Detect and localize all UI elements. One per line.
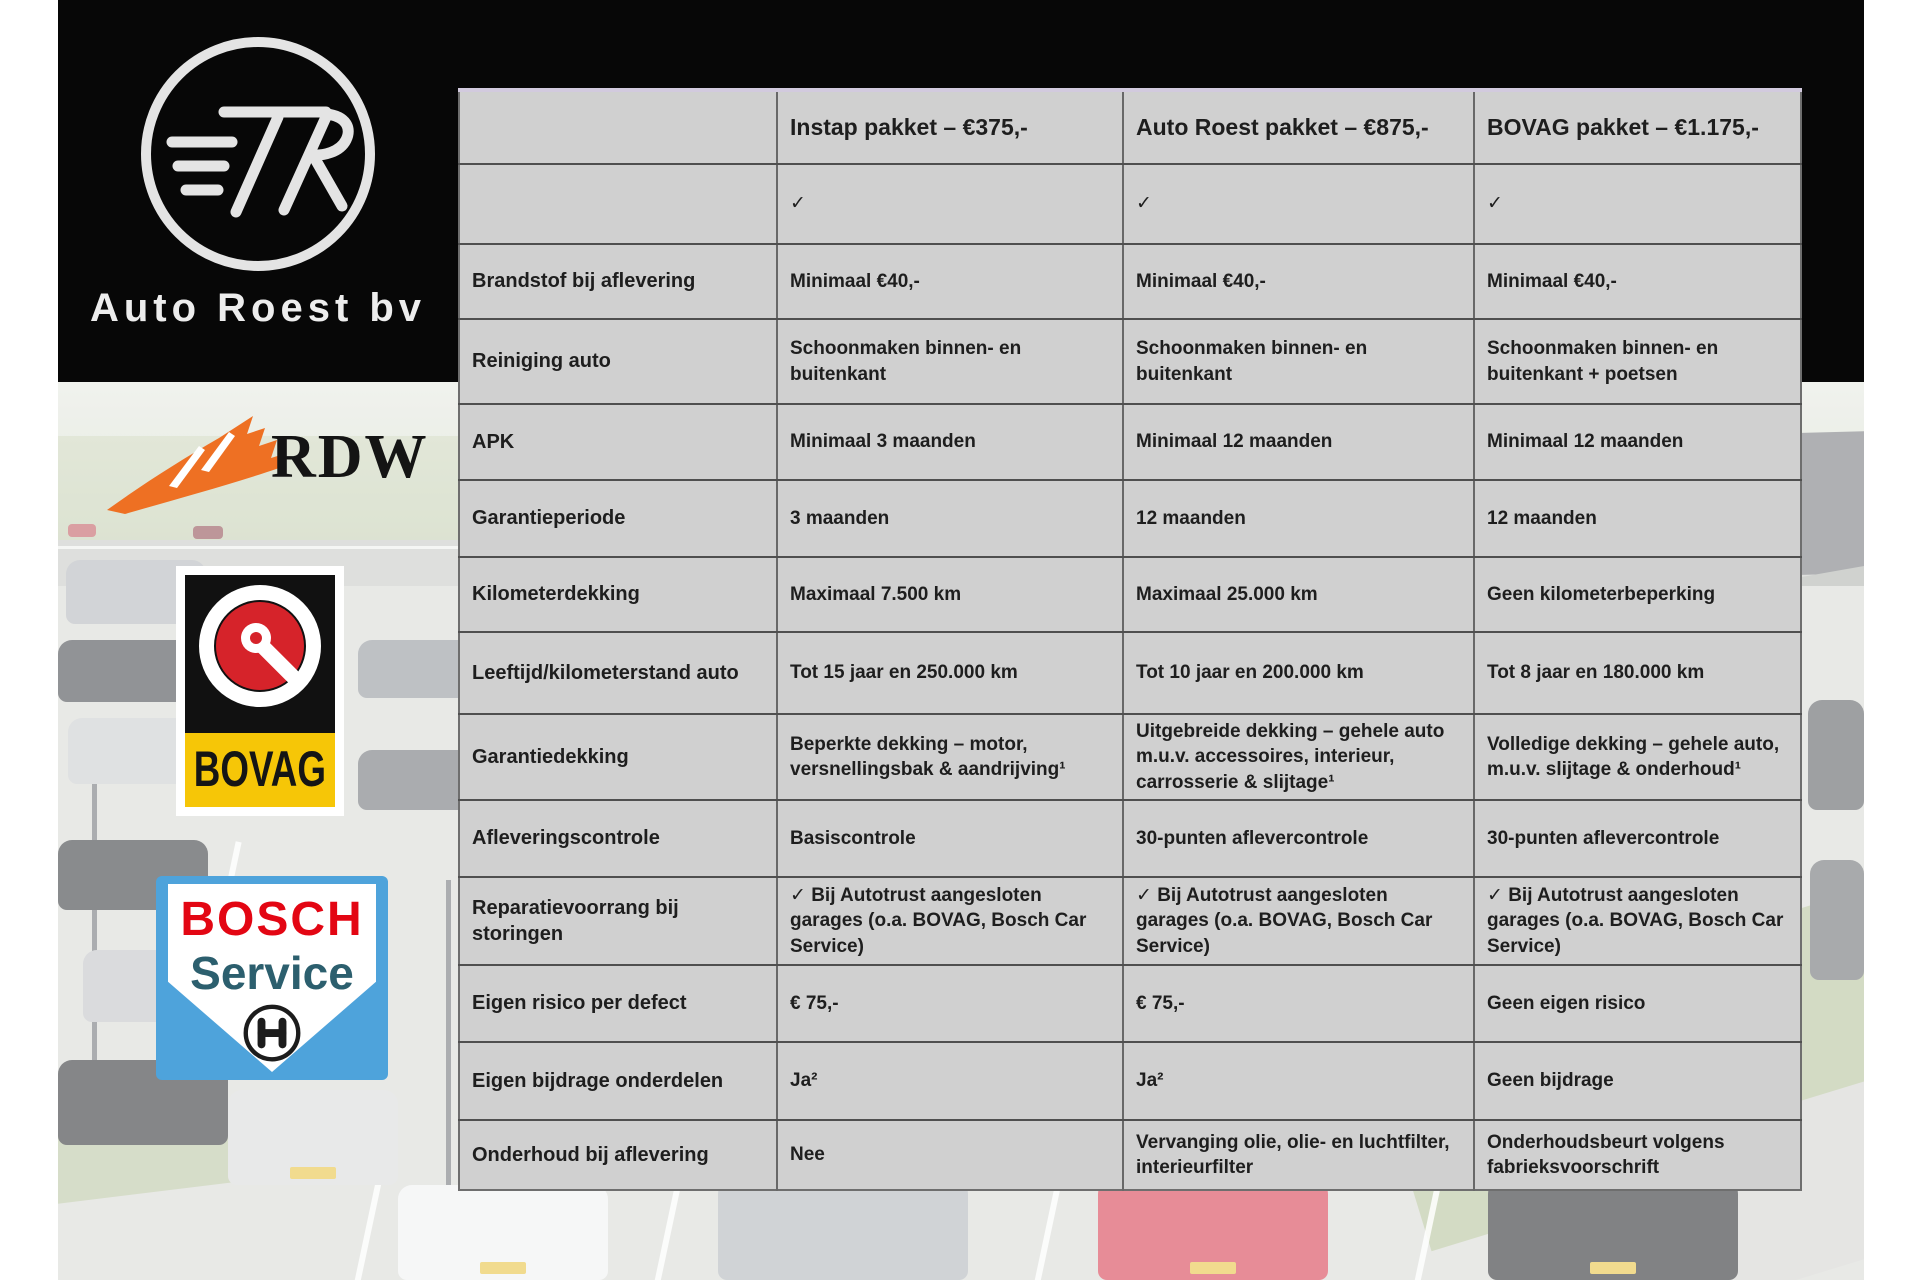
photo-car [1098,1180,1328,1280]
cell: Minimaal €40,- [777,244,1123,319]
cell: 12 maanden [1123,480,1474,557]
auto-roest-logo-icon [128,24,388,284]
bosch-armature-icon [232,998,312,1068]
cell: Beperkte dekking – motor, versnellingsbak & aandrijving¹ [777,714,1123,800]
cell: Minimaal €40,- [1474,244,1801,319]
photo-license-plate [480,1262,526,1274]
cell: ✓ Bij Autotrust aangesloten garages (o.a. BOVAG, Bosch Car Service) [777,877,1123,965]
bovag-wordmark: BOVAG [193,741,327,797]
cell: Maximaal 25.000 km [1123,557,1474,632]
table-row [459,1042,1801,1120]
photo-parking-line [334,1152,388,1280]
cell: 30-punten aflevercontrole [1123,800,1474,877]
check-cell: ✓ [1123,164,1474,244]
photo-car [1488,1180,1738,1280]
cell: Maximaal 7.500 km [777,557,1123,632]
cell: Ja² [777,1042,1123,1120]
cell: Minimaal 12 maanden [1474,404,1801,480]
row-label: Leeftijd/kilometerstand auto [459,632,777,714]
bosch-wordmark: BOSCH [180,893,364,946]
cell: ✓ Bij Autotrust aangesloten garages (o.a. BOVAG, Bosch Car Service) [1474,877,1801,965]
cell: Tot 10 jaar en 200.000 km [1123,632,1474,714]
photo-car [228,1090,398,1185]
row-label: Kilometerdekking [459,557,777,632]
photo-distant-car [68,524,96,537]
cell: Tot 15 jaar en 250.000 km [777,632,1123,714]
cell: ✓ Bij Autotrust aangesloten garages (o.a. BOVAG, Bosch Car Service) [1123,877,1474,965]
row-label: Garantieperiode [459,480,777,557]
cell: Tot 8 jaar en 180.000 km [1474,632,1801,714]
cell: Geen kilometerbeperking [1474,557,1801,632]
cell: Minimaal 12 maanden [1123,404,1474,480]
bovag-logo [176,566,344,816]
cell: Uitgebreide dekking – gehele auto m.u.v. accessoires, interieur, carrosserie & slijtage¹ [1123,714,1474,800]
cell: Ja² [1123,1042,1474,1120]
photo-car [398,1185,608,1280]
table-row [459,800,1801,877]
photo-grass [58,1104,301,1205]
package-header-instap: Instap pakket – €375,- [777,90,1123,164]
cell: Vervanging olie, olie- en luchtfilter, interieurfilter [1123,1120,1474,1190]
photo-license-plate [1590,1262,1636,1274]
row-label: Afleveringscontrole [459,800,777,877]
photo-lamp-post [446,880,451,1240]
table-row [459,714,1801,800]
table-check-row [459,164,1801,244]
row-label: Brandstof bij aflevering [459,244,777,319]
table-row [459,965,1801,1042]
package-header-bovag: BOVAG pakket – €1.175,- [1474,90,1801,164]
photo-license-plate [290,1167,336,1179]
table-row [459,319,1801,404]
photo-lamp-post [92,740,97,1140]
row-label [459,164,777,244]
row-label: Onderhoud bij aflevering [459,1120,777,1190]
row-label: Eigen bijdrage onderdelen [459,1042,777,1120]
check-cell: ✓ [1474,164,1801,244]
cell: € 75,- [1123,965,1474,1042]
cell: Onderhoudsbeurt volgens fabrieksvoorschrift [1474,1120,1801,1190]
table-header-row [459,90,1801,164]
table-row [459,404,1801,480]
cell: Geen eigen risico [1474,965,1801,1042]
row-label: Reparatievoorrang bij storingen [459,877,777,965]
package-header-auto-roest: Auto Roest pakket – €875,- [1123,90,1474,164]
cell: Schoonmaken binnen- en buitenkant + poetsen [1474,319,1801,404]
bovag-band [185,733,335,807]
cell: Volledige dekking – gehele auto, m.u.v. slijtage & onderhoud¹ [1474,714,1801,800]
row-label: Garantiedekking [459,714,777,800]
table-row [459,877,1801,965]
photo-distant-car [193,526,223,539]
row-label: Reiniging auto [459,319,777,404]
photo-license-plate [1190,1262,1236,1274]
dealer-name: Auto Roest bv [89,286,427,330]
cell: Minimaal €40,- [1123,244,1474,319]
bosch-service-wordmark: Service [190,947,354,999]
photo-car [1810,860,1864,980]
rdw-wordmark: RDW [271,423,429,491]
photo-car [1808,700,1864,810]
photo-car [58,640,193,702]
rdw-wing-icon [103,408,288,518]
table-row [459,557,1801,632]
rdw-logo [103,408,429,518]
table-row [459,244,1801,319]
cell: Geen bijdrage [1474,1042,1801,1120]
check-cell: ✓ [777,164,1123,244]
cell: Minimaal 3 maanden [777,404,1123,480]
table-row [459,632,1801,714]
cell: Schoonmaken binnen- en buitenkant [777,319,1123,404]
table-row [459,480,1801,557]
photo-car [718,1180,968,1280]
corner-cell [459,90,777,164]
row-label: Eigen risico per defect [459,965,777,1042]
cell: 3 maanden [777,480,1123,557]
bovag-wrench-icon [250,632,262,644]
cell: Schoonmaken binnen- en buitenkant [1123,319,1474,404]
cell: € 75,- [777,965,1123,1042]
table-row [459,1120,1801,1190]
bosch-service-logo [156,876,388,1080]
cell: 30-punten aflevercontrole [1474,800,1801,877]
cell: Nee [777,1120,1123,1190]
cell: Basiscontrole [777,800,1123,877]
cell: 12 maanden [1474,480,1801,557]
bovag-emblem [185,575,335,733]
package-comparison-table [458,88,1802,1191]
row-label: APK [459,404,777,480]
